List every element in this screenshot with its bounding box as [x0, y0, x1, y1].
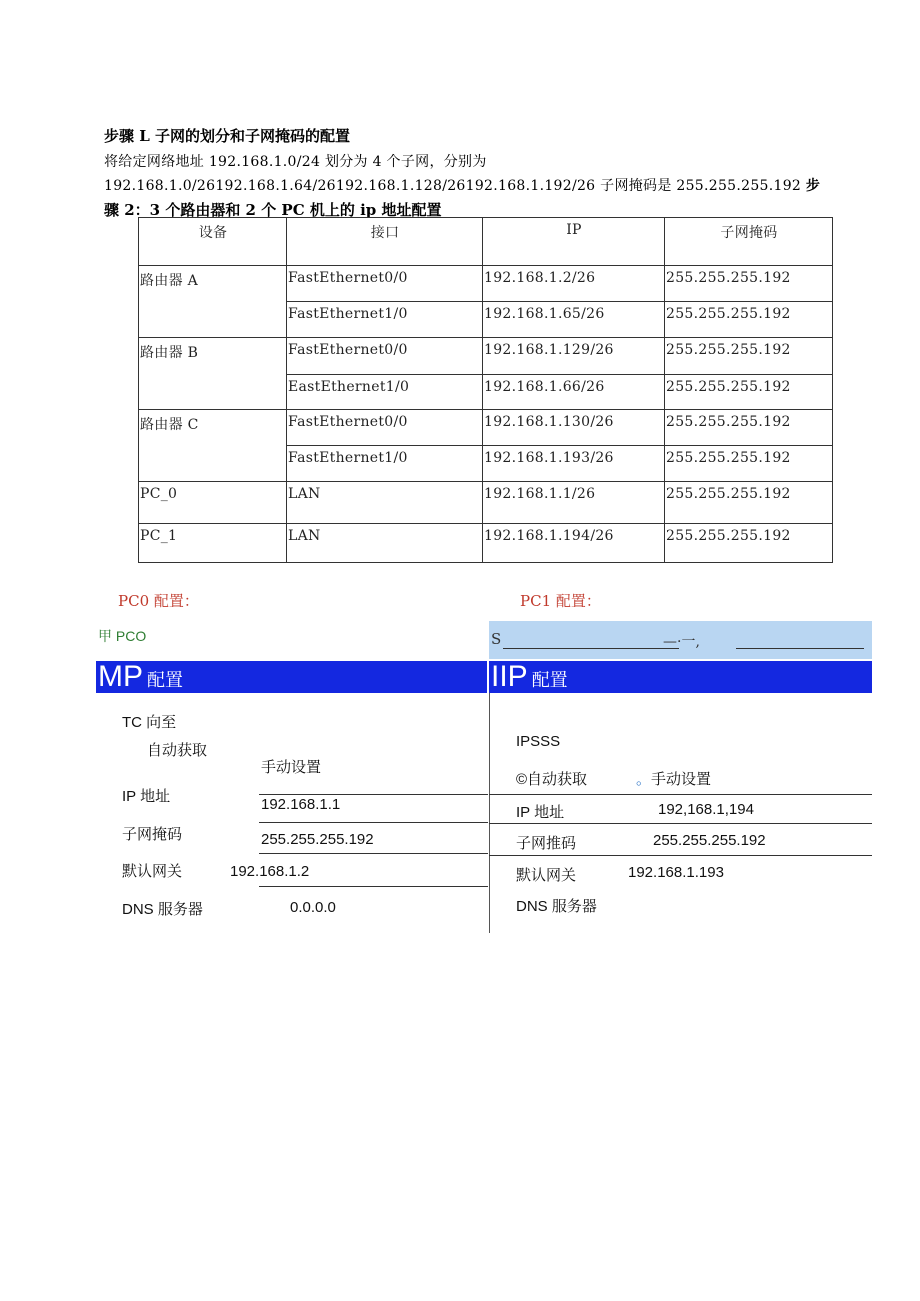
- pc1-bar-big: IIP: [491, 660, 528, 693]
- table-cell-mask: 255.255.255.192: [665, 338, 833, 375]
- pc1-heading: PC1 配置：: [520, 592, 601, 610]
- pc1-manual-label: 手动设置: [651, 771, 712, 788]
- table-cell-ip: 192.168.1.193/26: [483, 446, 665, 482]
- pc0-mask-field[interactable]: 255.255.255.192: [261, 831, 374, 848]
- pc1-ip-line: [489, 794, 872, 795]
- table-cell-mask: 255.255.255.192: [665, 482, 833, 524]
- pc1-dns-label: DNS 服务器: [516, 898, 597, 915]
- pc1-bar-small: 配置: [531, 670, 568, 691]
- pc0-bar-small: 配置: [147, 670, 183, 691]
- table-cell-mask: 255.255.255.192: [665, 302, 833, 338]
- table-cell-ip: 192.168.1.66/26: [483, 375, 665, 410]
- pc0-heading: PC0 配置：: [118, 592, 199, 610]
- pc1-gw-field[interactable]: 192.168.1.193: [628, 864, 724, 881]
- pc0-auto-option[interactable]: 自动获取: [147, 742, 208, 759]
- table-cell-interface: LAN: [287, 482, 483, 524]
- subnets-text: [104, 175, 820, 195]
- table-cell-interface: FastEthernet0/0: [287, 338, 483, 375]
- table-row: [139, 266, 833, 302]
- pc1-radio-bullet-icon: 。: [636, 771, 652, 788]
- panel-divider: [489, 693, 490, 933]
- pc0-gw-label: 默认网关: [122, 863, 183, 880]
- table-row: [139, 482, 833, 524]
- pc1-title-underline-2: [736, 648, 864, 649]
- pc1-mask-line: [489, 823, 872, 824]
- pc0-ip-line: [259, 794, 488, 795]
- table-row: [139, 338, 833, 375]
- pc0-config-bar: [96, 661, 487, 693]
- pc0-ip-label: IP 地址: [122, 788, 171, 805]
- pc1-ip-label: IP 地址: [516, 804, 565, 821]
- pc1-gw-line: [489, 855, 872, 856]
- pc0-ip-field[interactable]: 192.168.1.1: [261, 796, 341, 813]
- subnets-line: 192.168.1.0/26192.168.1.64/26192.168.1.128/26192.168.1.192/26 子网掩码是 255.255.255.192: [104, 178, 802, 194]
- pc1-mask-field[interactable]: 255.255.255.192: [653, 832, 766, 849]
- table-cell-mask: 255.255.255.192: [665, 266, 833, 302]
- table-cell-mask: 255.255.255.192: [665, 375, 833, 410]
- pc0-dns-field[interactable]: 0.0.0.0: [290, 899, 336, 916]
- pc1-window-title: S: [491, 630, 502, 648]
- pc1-title-underline: [503, 648, 679, 649]
- table-header-interface: 接口: [287, 218, 483, 266]
- table-cell-device: 路由器 A: [139, 266, 287, 338]
- pc0-tc-label: TC 向至: [122, 714, 177, 731]
- pc0-window-title-text: 甲 PCO: [98, 628, 147, 644]
- step1-heading: 步骤 L 子网的划分和子网掩码的配置: [104, 127, 350, 145]
- table-cell-interface: FastEthernet1/0: [287, 302, 483, 338]
- pc0-dns-line: [259, 886, 488, 887]
- table-cell-ip: 192.168.1.1/26: [483, 482, 665, 524]
- table-header-device: 设备: [139, 218, 287, 266]
- pc0-bar-big: MP: [98, 660, 143, 693]
- table-cell-interface: FastEthernet1/0: [287, 446, 483, 482]
- pc1-config-bar: [489, 661, 872, 693]
- table-cell-interface: FastEthernet0/0: [287, 410, 483, 446]
- table-cell-ip: 192.168.1.2/26: [483, 266, 665, 302]
- pc1-window-title-tail: —·一,: [663, 634, 700, 650]
- table-cell-device: PC_0: [139, 482, 287, 524]
- table-header-row: [139, 218, 833, 266]
- table-cell-mask: 255.255.255.192: [665, 446, 833, 482]
- pc1-auto-option[interactable]: ©自动获取: [516, 771, 588, 788]
- pc1-mask-label: 子网推码: [516, 835, 577, 852]
- table-header-mask: 子网掩码: [665, 218, 833, 266]
- intro-text: 将给定网络地址 192.168.1.0/24 划分为 4 个子网，分别为: [104, 154, 487, 170]
- pc1-gw-label: 默认网关: [516, 867, 577, 884]
- pc0-manual-option[interactable]: 手动设置: [261, 759, 322, 776]
- pc0-dns-label: DNS 服务器: [122, 901, 203, 918]
- pc0-mask-line: [259, 822, 488, 823]
- pc0-mask-label: 子网掩码: [122, 826, 183, 843]
- table-cell-ip: 192.168.1.194/26: [483, 524, 665, 563]
- table-cell-device: 路由器 B: [139, 338, 287, 410]
- table-cell-ip: 192.168.1.65/26: [483, 302, 665, 338]
- pc0-gw-line: [259, 853, 488, 854]
- table-header-ip: IP: [483, 218, 665, 266]
- table-cell-device: PC_1: [139, 524, 287, 563]
- table-cell-device: 路由器 C: [139, 410, 287, 482]
- table-cell-mask: 255.255.255.192: [665, 410, 833, 446]
- step2-text: 3 个路由器和 2 个 PC 机上的 ip 地址配置: [149, 201, 442, 219]
- pc1-window-titlebar: [489, 621, 872, 659]
- pc0-gw-field[interactable]: 192.168.1.2: [230, 863, 310, 880]
- table-cell-ip: 192.168.1.130/26: [483, 410, 665, 446]
- step2-prefix: 骤 2：: [104, 201, 150, 219]
- pc1-ip-field[interactable]: 192,168.1,194: [658, 801, 754, 818]
- pc0-window-title: [98, 626, 146, 646]
- pc1-ipsss-label: IPSSS: [516, 733, 561, 750]
- table-cell-mask: 255.255.255.192: [665, 524, 833, 563]
- table-cell-interface: EastEthernet1/0: [287, 375, 483, 410]
- table-cell-interface: LAN: [287, 524, 483, 563]
- pc1-manual-option[interactable]: [636, 768, 711, 789]
- subnets-line-tail: 步: [805, 178, 821, 194]
- ip-config-table: [138, 217, 833, 563]
- table-cell-interface: FastEthernet0/0: [287, 266, 483, 302]
- table-row: [139, 524, 833, 563]
- table-cell-ip: 192.168.1.129/26: [483, 338, 665, 375]
- table-row: [139, 410, 833, 446]
